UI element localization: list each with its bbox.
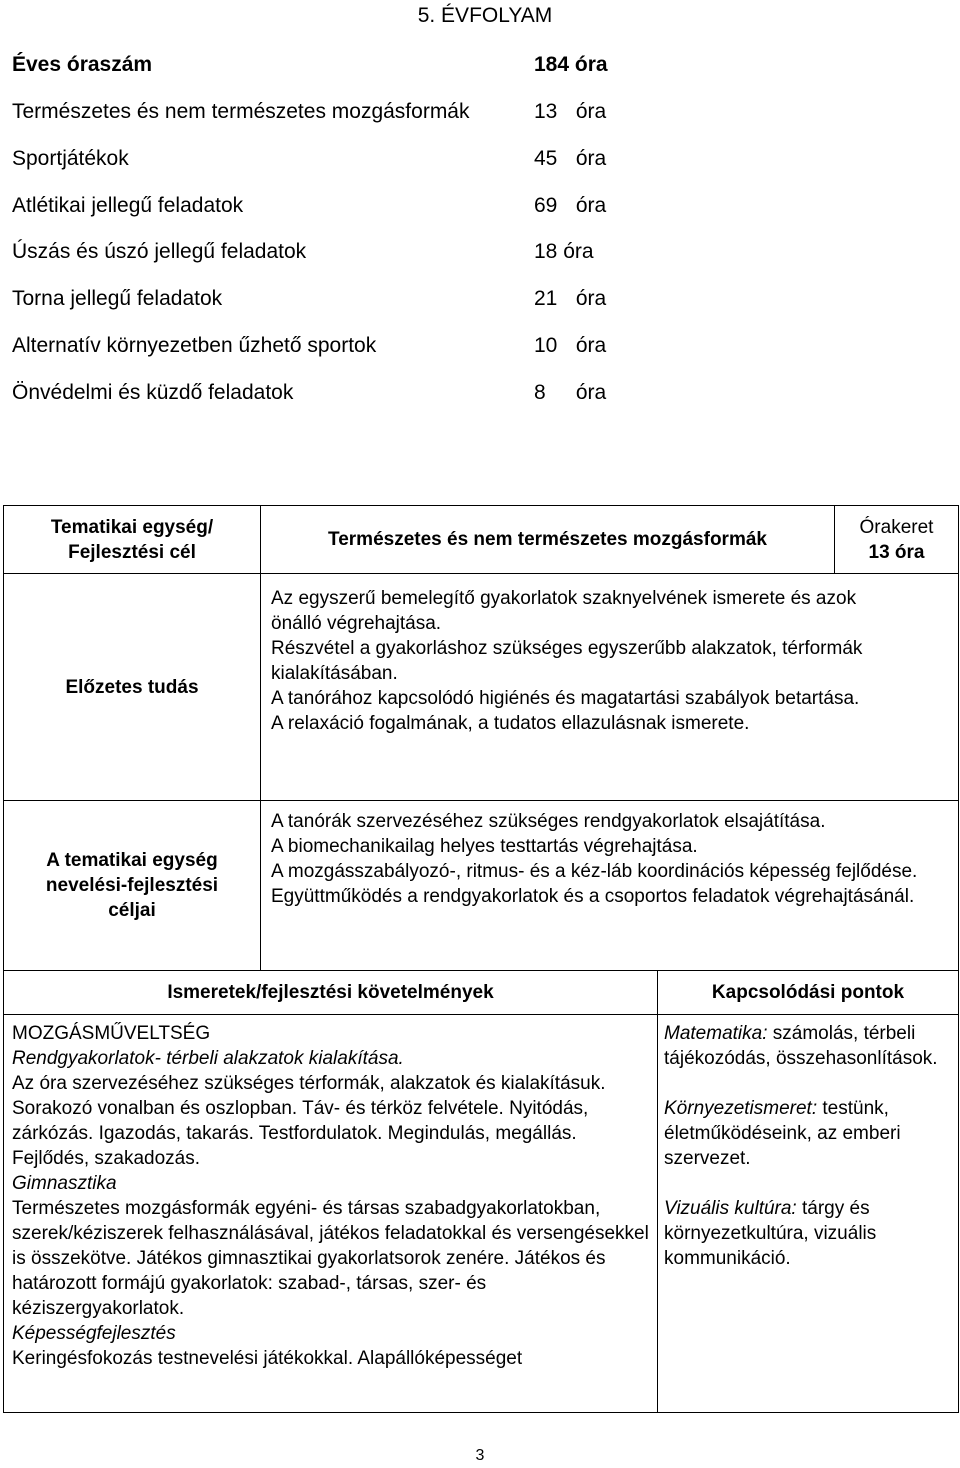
requirements-header: Ismeretek/fejlesztési követelmények: [4, 971, 658, 1015]
hours-value: 69 óra: [534, 194, 607, 217]
content-row: [4, 1015, 959, 1413]
prior-knowledge-text: Az egyszerű bemelegítő gyakorlatok szaknyelvének ismerete és azok önálló végrehajtása. Részvétel a gyakorláshoz szükséges egyszerűbb alakzatok, térformák kialakításában. A tanórához kapcsolódó higiénés és magatartási szabályok betartása. A relaxáció fogalmának, a tudatos ellazulásnak ismerete.: [261, 574, 959, 801]
connections-header: Kapcsolódási pontok: [658, 971, 959, 1015]
connection-item: Matematika: számolás, térbeli tájékozódás, összehasonlítások.: [664, 1023, 938, 1069]
connection-item: Környezetismeret: testünk, életműködéseink, az emberi szervezet.: [664, 1098, 901, 1169]
goals-label: A tematikai egység nevelési-fejlesztési céljai: [4, 801, 261, 971]
hours-value: 8 óra: [534, 381, 607, 404]
page-number: 3: [475, 1447, 485, 1464]
total-hours-label: Éves óraszám: [12, 53, 153, 76]
section-title-gymnastics: Gimnasztika: [12, 1173, 117, 1194]
curriculum-table: [3, 505, 959, 1413]
section-title-skills: Képességfejlesztés: [12, 1323, 176, 1344]
unit-label-cell: Tematikai egység/ Fejlesztési cél: [4, 506, 261, 574]
hours-label: Alternatív környezetben űzhető sportok: [12, 334, 377, 357]
hours-label: Úszás és úszó jellegű feladatok: [12, 240, 307, 263]
goals-row: [4, 801, 959, 971]
section-subtitle: Rendgyakorlatok- térbeli alakzatok kialakítása.: [12, 1048, 404, 1069]
prior-knowledge-row: [4, 574, 959, 801]
hours-value: 10 óra: [534, 334, 607, 357]
hours-cell: [835, 506, 959, 574]
hours-cell-label: Órakeret: [859, 516, 934, 538]
hours-label: Torna jellegű feladatok: [12, 287, 223, 310]
table-header-row: [4, 506, 959, 574]
hours-label: Önvédelmi és küzdő feladatok: [12, 381, 294, 404]
connection-item: Vizuális kultúra: tárgy és környezetkultúra, vizuális kommunikáció.: [664, 1198, 877, 1269]
goals-text: A tanórák szervezéséhez szükséges rendgyakorlatok elsajátítása. A biomechanikailag helyes testtartás végrehajtása. A mozgásszabályozó-, ritmus- és a kéz-láb koordinációs képesség fejlődése. Együttműködés a rendgyakorlatok és a csoportos feladatok végrehajtásánál.: [261, 801, 959, 971]
hours-value: 45 óra: [534, 147, 607, 170]
hours-value: 18 óra: [534, 240, 594, 263]
prior-knowledge-label: Előzetes tudás: [4, 574, 261, 801]
hours-value: 13 óra: [534, 100, 607, 123]
grade-heading: 5. ÉVFOLYAM: [417, 4, 553, 27]
requirements-cell: [4, 1015, 658, 1413]
hours-value: 21 óra: [534, 287, 607, 310]
unit-title: Természetes és nem természetes mozgásformák: [261, 506, 835, 574]
hours-cell-value: 13 óra: [868, 541, 925, 563]
section-text: Keringésfokozás testnevelési játékokkal. Alapállóképességet: [12, 1348, 523, 1369]
connections-cell: [658, 1015, 959, 1413]
section-text: Természetes mozgásformák egyéni- és társas szabadgyakorlatokban, szerek/kéziszerek felhasználásával, játékos feladatokkal és versengésekkel is összekötve. Játékos gimnasztikai gyakorlatsorok zenére. Játékos és határozott formájú gyakorlatok: szabad-, társas, szer- és kéziszergyakorlatok.: [12, 1198, 649, 1319]
hours-label: Atlétikai jellegű feladatok: [12, 194, 244, 217]
total-hours-value: 184 óra: [534, 53, 608, 76]
section-text: Az óra szervezéséhez szükséges térformák, alakzatok és kialakításuk. Sorakozó vonalban és oszlopban. Táv- és térköz felvétele. Nyitódás, zárkózás. Igazodás, takarás. Testfordulatok. Megindulás, megállás. Fejlődés, szakadozás.: [12, 1073, 606, 1169]
section-title-movement: MOZGÁSMŰVELTSÉG: [12, 1023, 211, 1044]
hours-label: Sportjátékok: [12, 147, 129, 170]
sub-header-row: [4, 971, 959, 1015]
hours-label: Természetes és nem természetes mozgásformák: [12, 100, 470, 123]
